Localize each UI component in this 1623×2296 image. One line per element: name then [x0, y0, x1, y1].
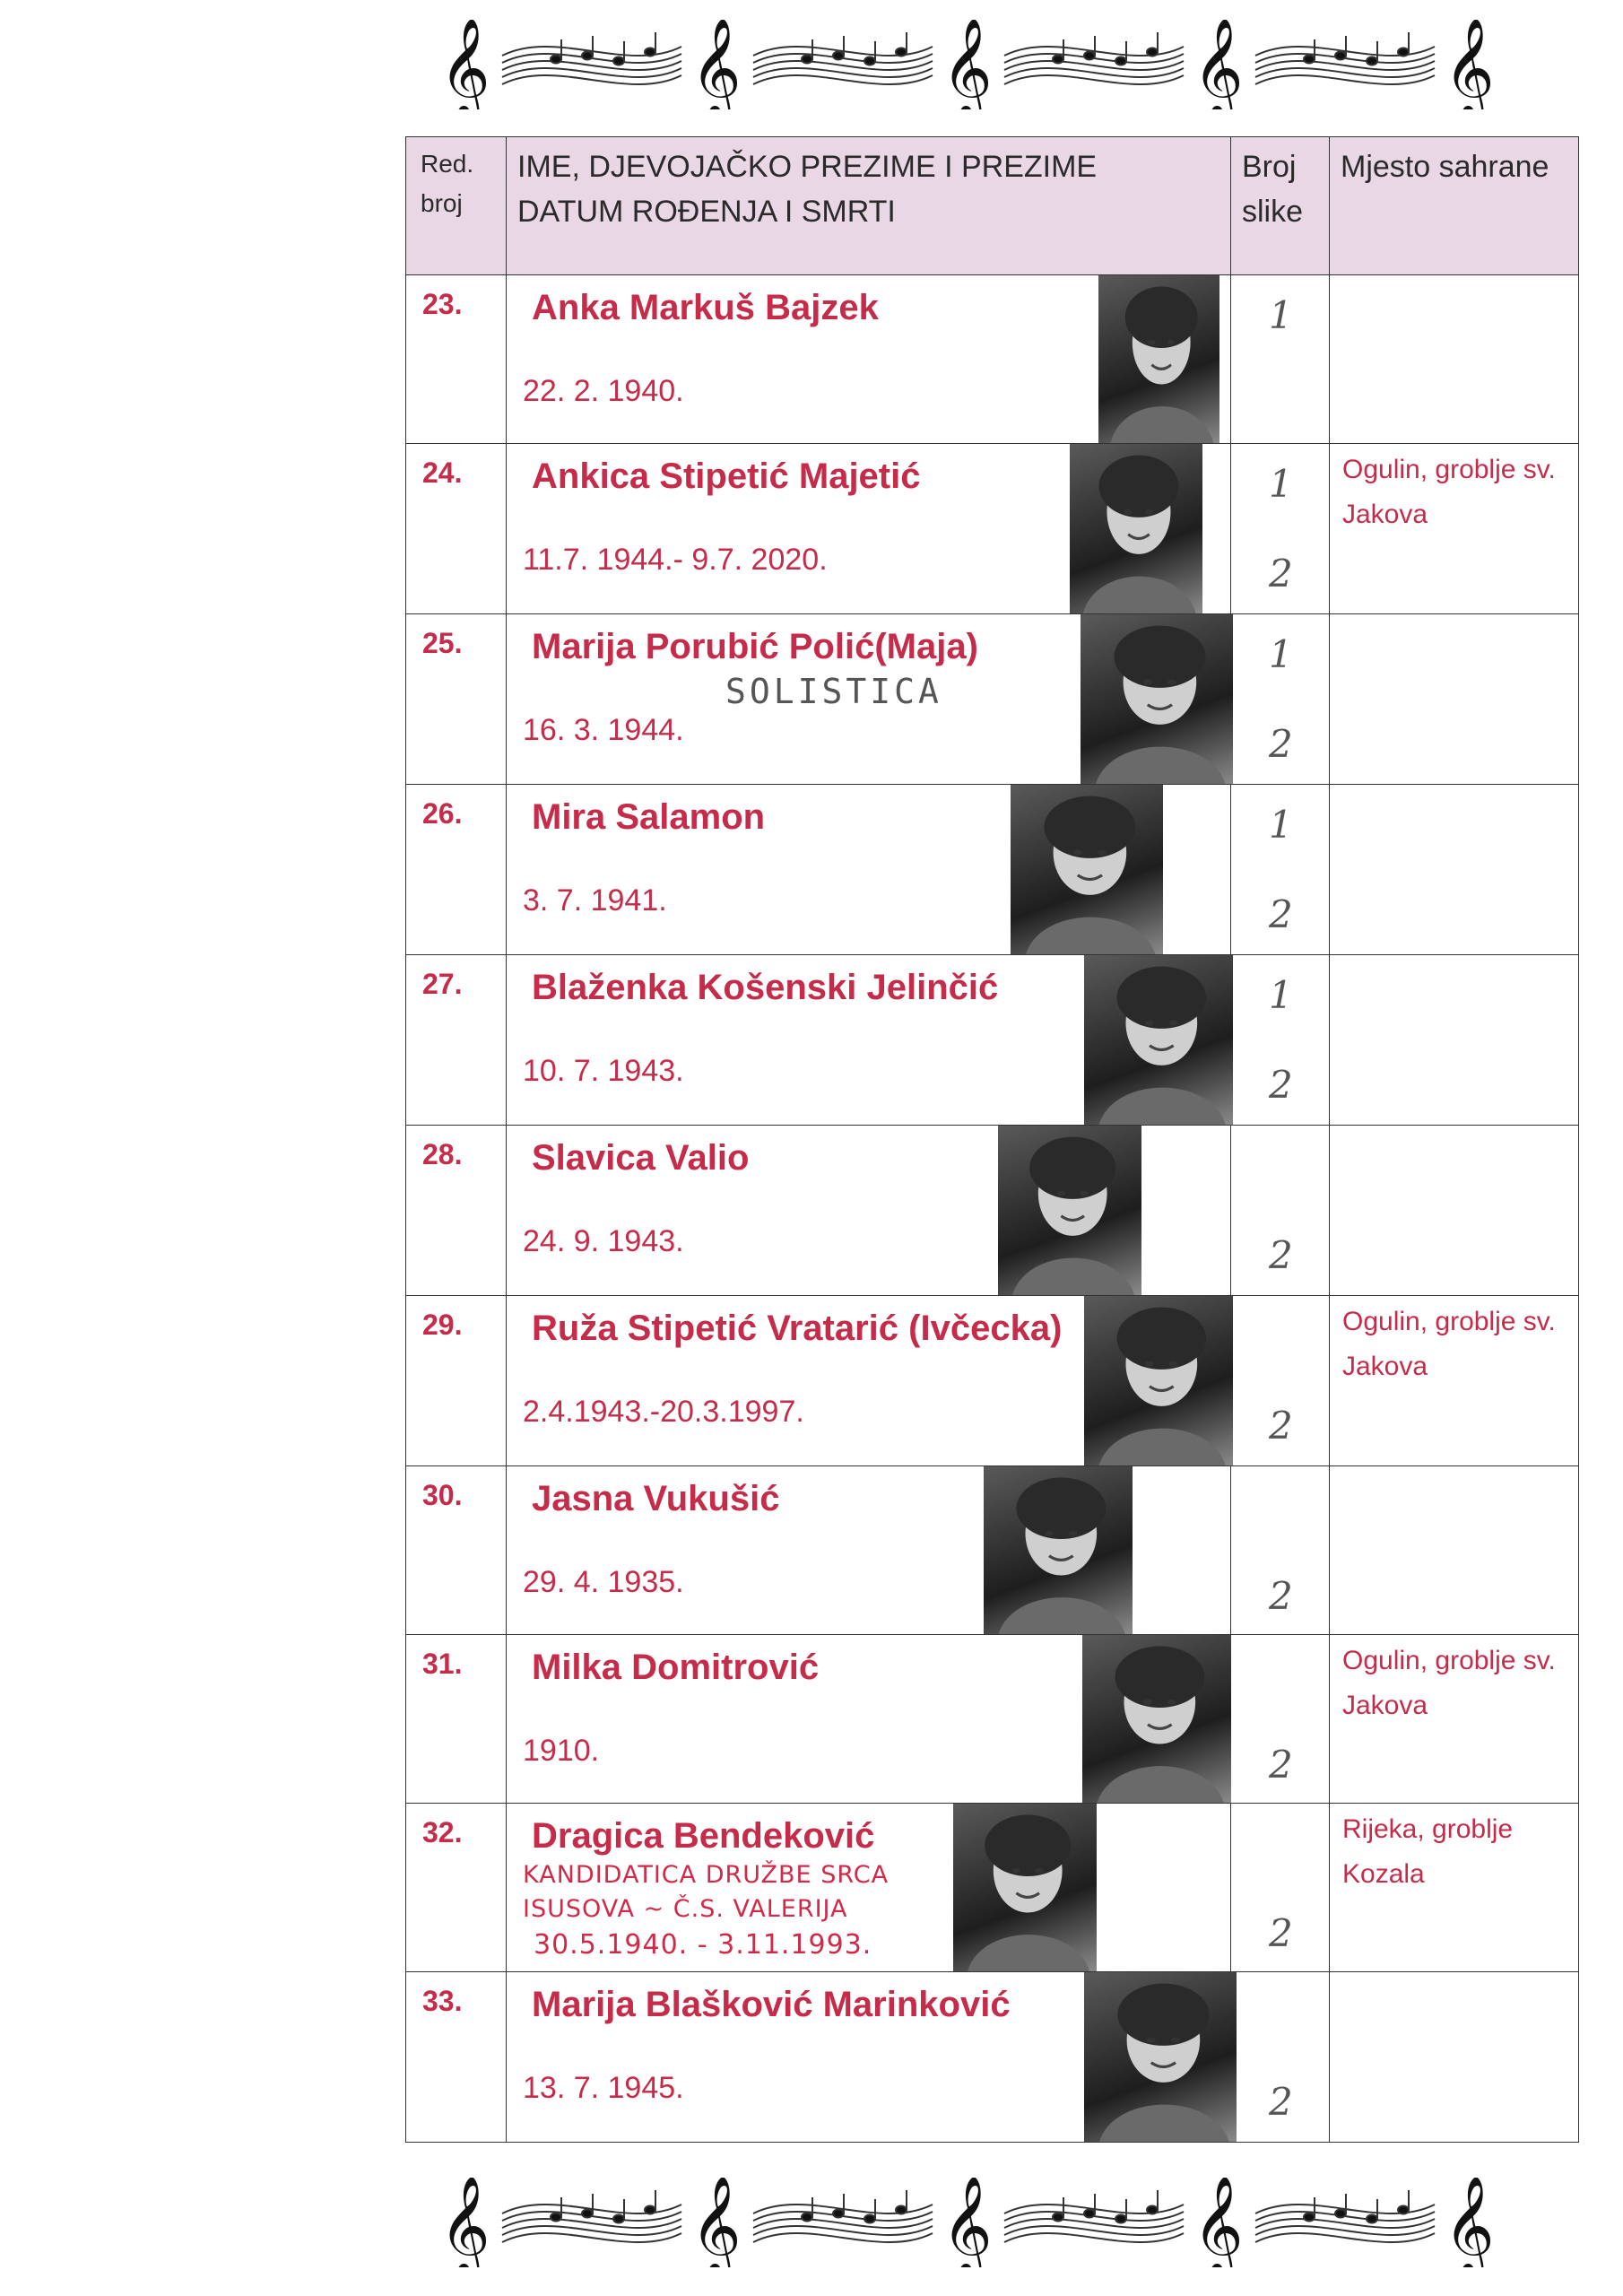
person-name: Blaženka Košenski Jelinčić	[532, 968, 999, 1007]
photo-count-cell	[1231, 1296, 1330, 1466]
portrait-photo	[1070, 444, 1202, 613]
table-row	[406, 955, 1579, 1126]
photo-count-cell	[1231, 614, 1330, 785]
svg-text:𝄞: 𝄞	[1193, 20, 1244, 109]
row-number: 33.	[406, 1972, 507, 2143]
portrait-photo	[1098, 275, 1219, 443]
person-name: Milka Domitrović	[532, 1648, 820, 1687]
burial-place	[1330, 1466, 1579, 1635]
table-row	[406, 1296, 1579, 1466]
name-cell	[507, 1466, 1231, 1635]
portrait-photo	[998, 1126, 1141, 1295]
table-row	[406, 444, 1579, 614]
portrait-photo	[1084, 1972, 1237, 2142]
svg-text:𝄞: 𝄞	[439, 2178, 490, 2267]
row-number: 31.	[406, 1635, 507, 1804]
photo-number-mark: 2	[1269, 1743, 1293, 1787]
photo-number-mark: 2	[1269, 1404, 1293, 1448]
row-number: 32.	[406, 1804, 507, 1972]
life-dates: 22. 2. 1940.	[523, 374, 684, 408]
svg-text:𝄞: 𝄞	[942, 20, 993, 109]
photo-count-cell	[1231, 955, 1330, 1126]
name-cell	[507, 1296, 1231, 1466]
person-name: Ruža Stipetić Vratarić (Ivčecka)	[532, 1309, 1063, 1348]
header-name-line: IME, DJEVOJAČKO PREZIME I PREZIME	[517, 150, 1098, 184]
photo-count-cell	[1231, 785, 1330, 955]
person-name: Marija Porubić Polić(Maja)	[532, 627, 978, 666]
photo-number-mark: 2	[1269, 1911, 1293, 1955]
photo-count-cell	[1231, 1126, 1330, 1296]
person-name: Anka Markuš Bajzek	[532, 288, 879, 327]
photo-number-mark: 1	[1269, 632, 1293, 676]
name-cell	[507, 955, 1231, 1126]
portrait-photo	[953, 1804, 1097, 1971]
photo-count-cell	[1231, 1804, 1330, 1972]
row-number: 29.	[406, 1296, 507, 1466]
life-dates: 3. 7. 1941.	[523, 883, 667, 918]
photo-number-mark: 2	[1269, 552, 1293, 596]
name-cell	[507, 1126, 1231, 1296]
person-name: Mira Salamon	[532, 797, 766, 837]
photo-count-cell	[1231, 275, 1330, 444]
photo-count-cell	[1231, 1635, 1330, 1804]
row-number: 26.	[406, 785, 507, 955]
person-name: Dragica Bendeković	[532, 1816, 875, 1856]
row-number: 30.	[406, 1466, 507, 1635]
table-row	[406, 1635, 1579, 1804]
life-dates: 29. 4. 1935.	[523, 1565, 684, 1599]
photo-number-mark: 2	[1269, 1233, 1293, 1277]
burial-place: Ogulin, groblje sv. Jakova	[1330, 1296, 1579, 1466]
name-cell	[507, 1635, 1231, 1804]
photo-number-mark: 2	[1269, 1574, 1293, 1618]
portrait-photo	[984, 1466, 1133, 1634]
table-row	[406, 1804, 1579, 1972]
table-row	[406, 785, 1579, 955]
photo-count-cell	[1231, 444, 1330, 614]
photo-count-cell	[1231, 1466, 1330, 1635]
music-banner-top	[439, 20, 1551, 109]
name-cell	[507, 444, 1231, 614]
handwritten-note: KANDIDATICA DRUŽBE SRCA	[523, 1861, 890, 1889]
person-name: Marija Blašković Marinković	[532, 1985, 1011, 2024]
life-dates: 16. 3. 1944.	[523, 713, 684, 747]
burial-place: Ogulin, groblje sv. Jakova	[1330, 1635, 1579, 1804]
table-row	[406, 1972, 1579, 2143]
svg-text:𝄞: 𝄞	[1193, 2178, 1244, 2267]
photo-number-mark: 1	[1269, 293, 1293, 337]
life-dates: 10. 7. 1943.	[523, 1054, 684, 1088]
photo-number-mark: 2	[1269, 722, 1293, 766]
burial-place: Rijeka, groblje Kozala	[1330, 1804, 1579, 1972]
row-number: 23.	[406, 275, 507, 444]
svg-text:𝄞: 𝄞	[439, 20, 490, 109]
photo-number-mark: 1	[1269, 973, 1293, 1017]
music-banner-bottom	[439, 2178, 1551, 2267]
choir-members-table	[405, 136, 1579, 2143]
table-row	[406, 1466, 1579, 1635]
burial-place	[1330, 275, 1579, 444]
handwritten-note: ISUSOVA ~ Č.S. VALERIJA	[523, 1895, 848, 1923]
name-cell	[507, 275, 1231, 444]
photo-number-mark: 2	[1269, 2080, 1293, 2124]
life-dates: 11.7. 1944.- 9.7. 2020.	[523, 543, 828, 577]
person-name: Ankica Stipetić Majetić	[532, 457, 921, 496]
photo-count-cell	[1231, 1972, 1330, 2143]
row-number: 28.	[406, 1126, 507, 1296]
photo-number-mark: 1	[1269, 462, 1293, 506]
name-cell	[507, 614, 1231, 785]
person-name: Slavica Valio	[532, 1138, 750, 1178]
burial-place: Ogulin, groblje sv. Jakova	[1330, 444, 1579, 614]
name-cell	[507, 1804, 1231, 1972]
portrait-photo	[1084, 955, 1233, 1125]
svg-text:𝄞: 𝄞	[690, 20, 742, 109]
life-dates: 2.4.1943.-20.3.1997.	[523, 1395, 804, 1429]
portrait-photo	[1082, 1635, 1231, 1803]
role-stamp: SOLISTICA	[725, 672, 942, 711]
svg-text:𝄞: 𝄞	[1444, 20, 1495, 109]
svg-text:𝄞: 𝄞	[690, 2178, 742, 2267]
photo-number-mark: 2	[1269, 1063, 1293, 1107]
table-row	[406, 275, 1579, 444]
photo-number-mark: 1	[1269, 803, 1293, 847]
svg-text:𝄞: 𝄞	[942, 2178, 993, 2267]
header-dates-line: DATUM ROĐENJA I SMRTI	[517, 195, 896, 229]
portrait-photo	[1011, 785, 1163, 954]
row-number: 27.	[406, 955, 507, 1126]
table-row	[406, 1126, 1579, 1296]
table-header	[406, 137, 1579, 275]
person-name: Jasna Vukušić	[532, 1479, 780, 1518]
handwritten-note: 30.5.1940. - 3.11.1993.	[534, 1929, 872, 1961]
life-dates: 13. 7. 1945.	[523, 2071, 684, 2105]
life-dates: 24. 9. 1943.	[523, 1224, 684, 1258]
name-cell	[507, 1972, 1231, 2143]
burial-place	[1330, 955, 1579, 1126]
burial-place	[1330, 614, 1579, 785]
header-broj-slike: Broj slike	[1231, 137, 1330, 275]
photo-number-mark: 2	[1269, 892, 1293, 936]
burial-place	[1330, 785, 1579, 955]
row-number: 24.	[406, 444, 507, 614]
burial-place	[1330, 1972, 1579, 2143]
portrait-photo	[1084, 1296, 1233, 1465]
portrait-photo	[1081, 614, 1233, 784]
row-number: 25.	[406, 614, 507, 785]
header-mjesto-sahrane: Mjesto sahrane	[1330, 137, 1579, 275]
header-name-dates	[507, 137, 1231, 275]
burial-place	[1330, 1126, 1579, 1296]
table-row	[406, 614, 1579, 785]
name-cell	[507, 785, 1231, 955]
header-red-broj: Red. broj	[406, 137, 507, 275]
life-dates: 1910.	[523, 1734, 600, 1768]
svg-text:𝄞: 𝄞	[1444, 2178, 1495, 2267]
